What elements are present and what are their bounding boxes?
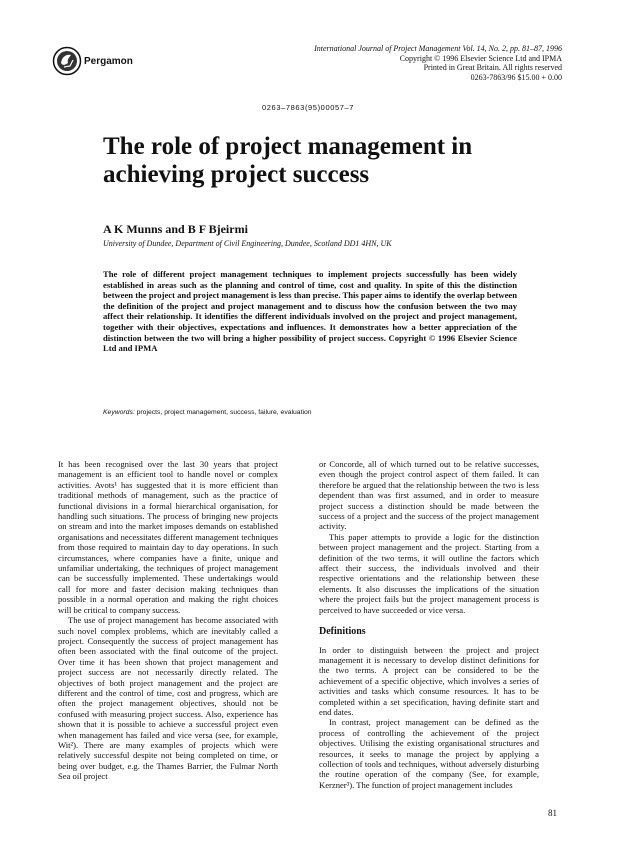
body-column-left: [58, 459, 278, 782]
journal-line: Copyright © 1996 Elsevier Science Ltd and IPMA: [399, 53, 562, 63]
body-column-right: [319, 459, 539, 790]
authors: A K Munns and B F Bjeirmi: [103, 222, 248, 236]
paragraph: This paper attempts to provide a logic for the distinction between project management and the project. Starting from a definition of the two terms, it will outline the factors which affect their success, the individuals involved and their respective orientations and the relationship between these elements. It also discusses the implications of the situation where the project fails but the project management process is perceived to have succeeded or vice versa.: [319, 531, 539, 615]
section-heading-definitions: Definitions: [319, 626, 366, 638]
keywords-label: Keywords:: [103, 409, 135, 416]
paper-title: The role of project management in achieving project success: [103, 133, 473, 188]
paragraph: The use of project management has become associated with such novel complex problems, which are inevitably called a project. Consequently the success of project management has often been associated with the final outcome of the project. Over time it has been shown that project management and project success are not necessarily directly related. The objectives of both project management and the project are different and the control of time, cost and progress, which are often the project management objectives, should not be confused with measuring project success. Also, experience has shown that it is possible to achieve a successful project even when management has failed and vice versa (see, for example, Wit²). There are many examples of projects which were relatively successful despite not being completed on time, or being over budget, e.g. the Thames Barrier, the Fulmar North Sea oil project: [58, 615, 278, 782]
journal-line: Printed in Great Britain. All rights reserved: [423, 63, 562, 72]
page-number: 81: [548, 808, 557, 818]
affiliation: University of Dundee, Department of Civil Engineering, Dundee, Scotland DD1 4HN, UK: [103, 239, 392, 248]
journal-citation: [262, 44, 562, 82]
abstract: The role of different project management techniques to implement projects successfully has been widely established in areas such as the planning and control of time, cost and quality. In spite of this the distinction between the project and project management is less than precise. This paper aims to identify the overlap between the definition of the project and project management and to discuss how the confusion between the two may affect their relationship. It identifies the different individuals involved on the project and project management, together with their objectives, expectations and influences. It demonstrates how a better appreciation of the distinction between the two will bring a higher possibility of project success. Copyright © 1996 Elsevier Science Ltd and IPMA: [103, 269, 517, 354]
journal-line: International Journal of Project Management Vol. 14, No. 2, pp. 81–87, 1996: [314, 44, 562, 53]
keywords-text: projects, project management, success, failure, evaluation: [136, 409, 312, 416]
doi: 0263–7863(95)00057–7: [262, 103, 355, 112]
pergamon-logo-icon: [52, 46, 82, 76]
publisher-name: Pergamon: [84, 56, 133, 67]
paragraph: In contrast, project management can be defined as the process of controlling the achievement of the project objectives. Utilising the existing organisational structures and resources, it seeks to manage the project by applying a collection of tools and techniques, without adversely disturbing the routine operation of the company (See, for example, Kerzner³). The function of project management includes: [319, 717, 539, 790]
paragraph: In order to distinguish between the project and project management it is necessary to develop distinct definitions for the two terms. A project can be considered to be the achievement of a specific objective, which involves a series of activities and tasks which consume resources. It has to be completed within a set specification, having definite start and end dates.: [319, 644, 539, 717]
paragraph: It has been recognised over the last 30 years that project management is an efficient tool to handle novel or complex activities. Avots¹ has suggested that it is more efficient than traditional methods of management, such as the practice of functional divisions in a formal hierarchical organisation, for handling such situations. The process of bringing new projects on stream and into the market imposes demands on established organisations and necessitates different management techniques from those required to maintain day to day operations. In such circumstances, where companies have a finite, unique and unfamiliar undertaking, the techniques of project management can be successfully implemented. These undertakings would call for more and faster decision making techniques than possible in a normal operation and making the right choices will be critical to company success.: [58, 459, 278, 615]
paragraph: or Concorde, all of which turned out to be relative successes, even though the project control aspect of them failed. It can therefore be argued that the relationship between the two is less dependent than was first assumed, and in order to measure project success a distinction should be made between the success of a project and the success of the project management activity.: [319, 459, 539, 532]
keywords: [103, 409, 312, 416]
journal-line: 0263-7863/96 $15.00 + 0.00: [470, 72, 562, 82]
